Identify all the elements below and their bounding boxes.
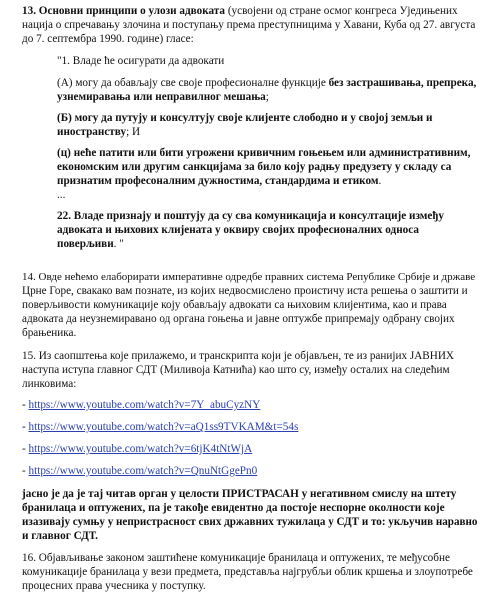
link-bullet: - (22, 443, 29, 455)
paragraph-15-line-3: линковима: (22, 378, 77, 390)
paragraph-14-line-5: брањеника. (22, 327, 77, 339)
link-bullet: - (22, 465, 29, 477)
paragraph-13-line-2: нација о спречавању злочина и поступању према преступницима у Хавани, Куба од 27. августа (22, 19, 476, 31)
quote-item-b-end: ; И (126, 126, 141, 138)
link-list-item (22, 442, 252, 456)
paragraph-16-line-3: процесних права учесника у поступку. (22, 580, 206, 592)
link-bullet: - (22, 399, 29, 411)
paragraph-14-line-2: Црне Горе, свакако вам познате, из којих недвосмислено проистичу иста решења о заштити и (22, 285, 468, 297)
quote-item-a-bold-1: без застрашивања, препрека, (328, 77, 477, 89)
youtube-link-3[interactable]: https://www.youtube.com/watch?v=6tjK4tNtWjA (28, 443, 253, 455)
quote-item-a-bold-2: узнемиравања или неправилног мешања (57, 91, 266, 103)
link-bullet: - (22, 421, 29, 433)
quote-item-22-bold: поверљиви (57, 238, 114, 250)
paragraph-15-line-2: наступа иступа главног СДТ (Миливоја Катнића) као што су, између осталих на следећим (22, 364, 450, 376)
youtube-link-1[interactable]: https://www.youtube.com/watch?v=7Y_abuCyzNY (28, 399, 261, 411)
quote-item-b-line-2 (57, 125, 140, 139)
conclusion-line-1 (22, 487, 456, 501)
quote-item-c-line-3 (57, 174, 381, 188)
conclusion-text-1: јасно је да је тај читав орган у целости (22, 488, 222, 500)
paragraph-16-line-2: комуникације бранилаца у вези предмета, представља најгрубљи облик кршења и злоупотребе (22, 566, 473, 578)
paragraph-14-line-4: адвоката да неузнемиравано од органа гоњења и јавне оптужбе припремају одбрану својих (22, 313, 455, 325)
quote-item-c-line-1: (ц) неће патити или бити угрожени кривичним гоњењем или административним, (57, 147, 471, 159)
paragraph-15-line-1: 15. Из саопштења које прилажемо, и транскрипта који је објављен, те из ранијих ЈАВНИХ (22, 350, 454, 362)
paragraph-14-line-1: 14. Овде нећемо елаборирати императивне одредбе правних система Републике Србије и државе (22, 271, 476, 283)
quote-item-b-line-1: (Б) могу да путују и консултују своје клијенте слободно и у својој земљи и (57, 112, 433, 124)
paragraph-14-line-3: поверљивости комуникације коју обављају адвокати са њиховим клијентима, као и права (22, 299, 447, 311)
quote-item-22-line-2: адвоката и њихових клијената у оквиру својих професионалних односа (57, 224, 419, 236)
quote-item-22-line-1: 22. Владе признају и поштују да су сва комуникација и консултације између (57, 210, 444, 222)
quote-item-22-line-3 (57, 237, 124, 251)
paragraph-13-line-1 (22, 4, 458, 18)
quote-item-a-line-2 (57, 90, 269, 104)
quote-item-c-bold: признатим професоналним дужностима, стандардима и етиком (57, 175, 379, 187)
quote-item-a-line-1 (57, 76, 476, 90)
quote-ellipsis: ... (57, 189, 66, 201)
quote-item-c-end: . (378, 175, 382, 187)
conclusion-line-2: бранилаца и оптужених, па је такође евидентно да постоје неспорне околности које (22, 502, 445, 514)
link-list-item (22, 398, 260, 412)
quote-item-c-line-2: економским или другим санкцијама за било коју радњу предузету у складу са (57, 161, 452, 173)
link-list-item (22, 420, 298, 434)
paragraph-13-line-1-text: (усвојени од стране осмог конгреса Уједињених (225, 5, 458, 17)
conclusion-line-3: изазивају сумњу у непристрасност свих државних тужилаца у СДТ и то: укључив наравно (22, 516, 478, 528)
paragraph-13-line-3: до 7. септембра 1990. године) гласе: (22, 33, 194, 45)
link-list-item (22, 464, 257, 478)
quote-item-a-text: (А) могу да обављају све своје професионалне функције (57, 77, 329, 89)
conclusion-text-2: у негативном смислу на штету (298, 488, 457, 500)
quote-item-22-end: . " (113, 238, 124, 250)
conclusion-emphasis: ПРИСТРАСАН (221, 488, 299, 500)
quote-item-1: "1. Владе ће осигурати да адвокати (57, 55, 225, 67)
youtube-link-2[interactable]: https://www.youtube.com/watch?v=aQ1ss9TVKAM&t=54s (28, 421, 299, 433)
youtube-link-4[interactable]: https://www.youtube.com/watch?v=QnuNtGgePn0 (28, 465, 258, 477)
quote-item-a-end: ; (265, 91, 269, 103)
quote-item-b-bold: иностранству (57, 126, 127, 138)
paragraph-16-line-1: 16. Објављивање законом заштићене комуникације бранилаца и оптужених, те међусобне (22, 552, 450, 564)
paragraph-13-heading: 13. Основни принципи о улози адвоката (22, 5, 226, 17)
conclusion-line-4: и главног СДТ. (22, 530, 98, 542)
